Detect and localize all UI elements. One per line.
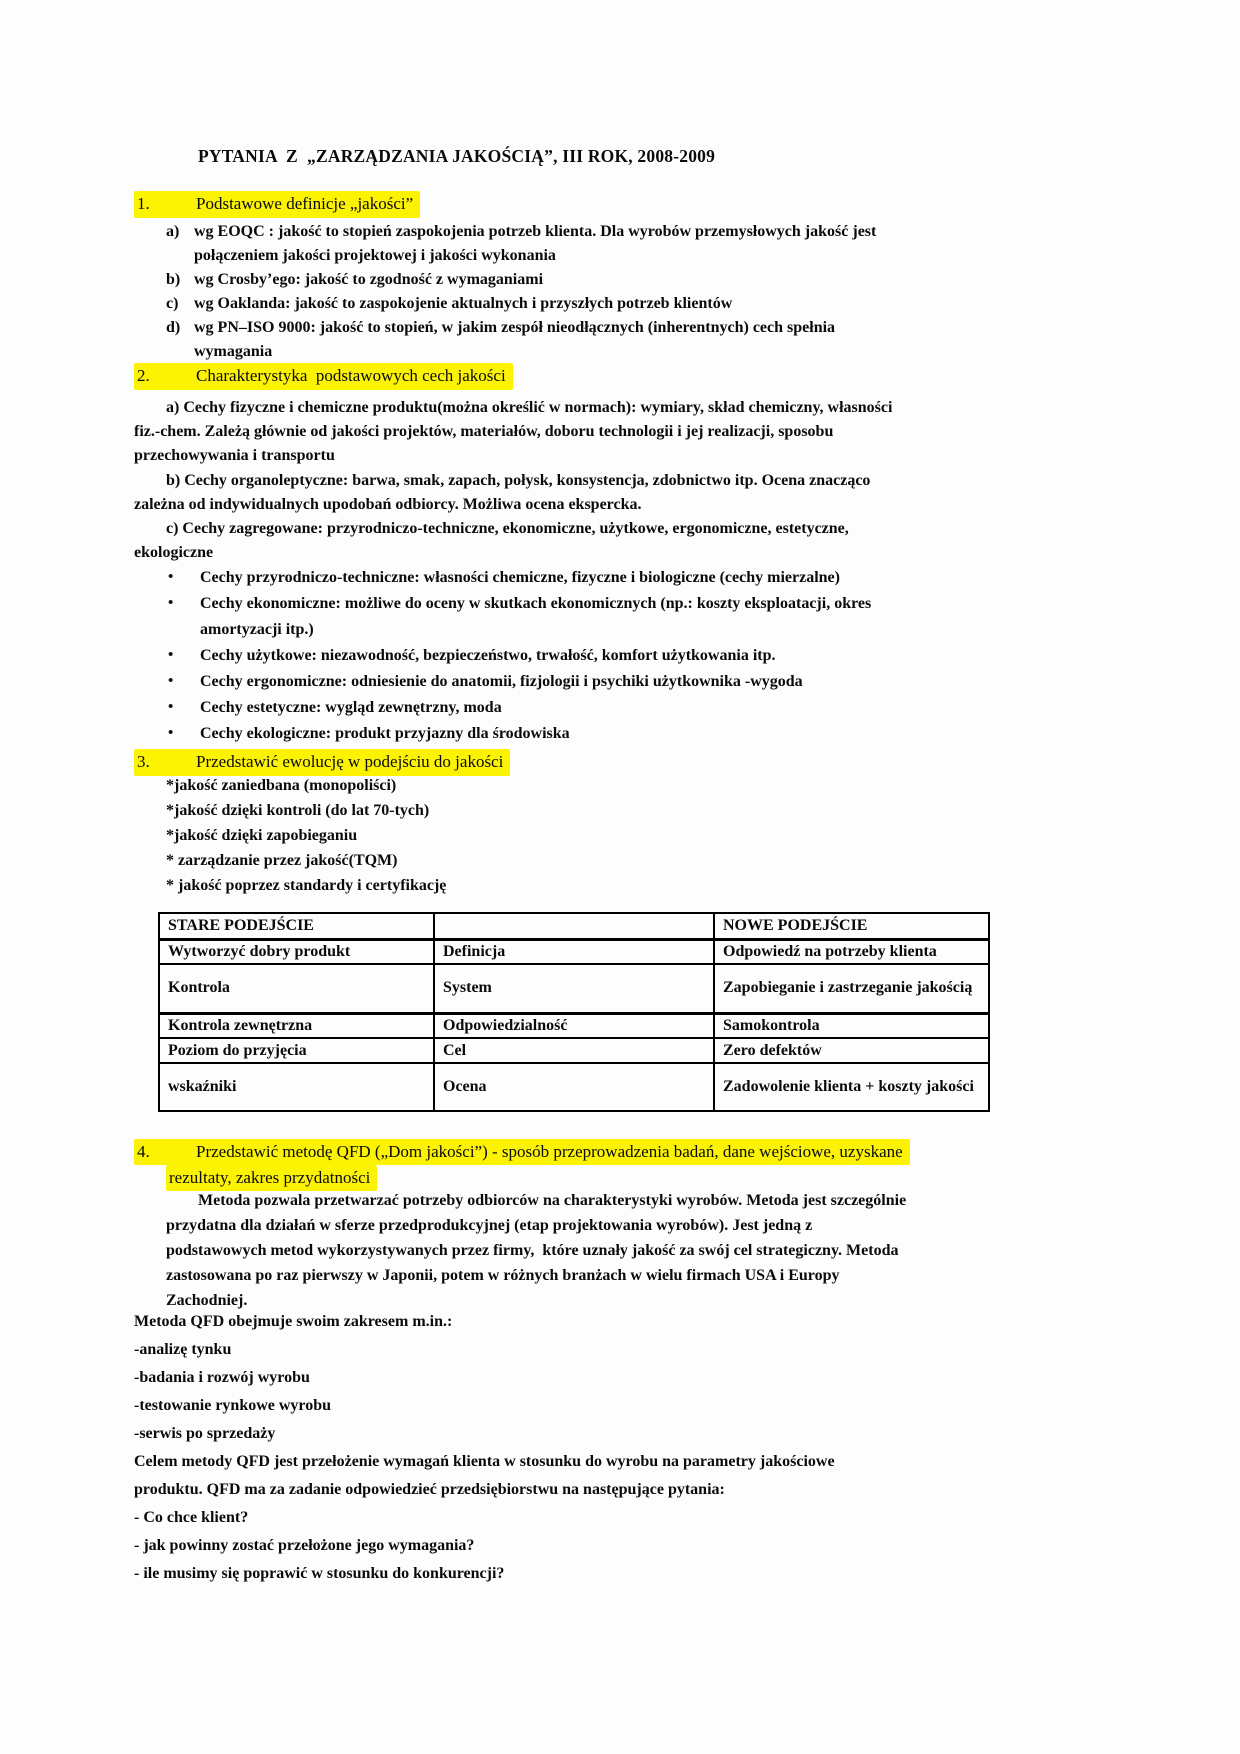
paragraph-line: fiz.-chem. Zależą głównie od jakości projektów, materiałów, doboru technologii i jej realizacji, sposobu	[134, 423, 834, 440]
list-marker: a)	[166, 223, 180, 240]
table-cell: Odpowiedzialność	[434, 1013, 714, 1038]
goal-paragraph-line: produktu. QFD ma za zadanie odpowiedzieć przedsiębiorstwu na następujące pytania:	[134, 1481, 725, 1498]
section4-heading-line1	[134, 1139, 1109, 1165]
section3-number: 3.	[137, 752, 150, 771]
scope-item: -testowanie rynkowe wyrobu	[134, 1397, 332, 1414]
bullet-line: Cechy ergonomiczne: odniesienie do anatomii, fizjologii i psychiki użytkownika -wygoda	[200, 673, 803, 690]
section2-highlight	[134, 363, 513, 390]
table-cell: Zero defektów	[714, 1038, 989, 1063]
section2-heading-text: Charakterystyka podstawowych cech jakości	[196, 366, 506, 385]
bullet-line: Cechy użytkowe: niezawodność, bezpieczeństwo, trwałość, komfort użytkowania itp.	[200, 647, 776, 664]
section2-heading	[134, 363, 1109, 390]
bullet-icon: •	[168, 725, 174, 741]
table-cell: Kontrola zewnętrzna	[159, 1013, 434, 1038]
table-cell: NOWE PODEJŚCIE	[714, 913, 989, 939]
bullet-icon: •	[168, 673, 174, 689]
section3-heading-text: Przedstawić ewolucję w podejściu do jakości	[196, 752, 504, 771]
paragraph-line: c) Cechy zagregowane: przyrodniczo-techniczne, ekonomiczne, użytkowe, ergonomiczne, estetyczne,	[166, 520, 849, 537]
scope-item: -serwis po sprzedaży	[134, 1425, 276, 1442]
section4-heading-text: rezultaty, zakres przydatności	[169, 1168, 371, 1187]
table-row	[159, 964, 989, 1013]
table-cell: Cel	[434, 1038, 714, 1063]
section2-number: 2.	[137, 366, 150, 385]
table-cell: wskaźniki	[159, 1063, 434, 1111]
table-cell: Ocena	[434, 1063, 714, 1111]
section4-heading	[134, 1139, 1109, 1191]
star-item: *jakość zaniedbana (monopoliści)	[166, 777, 397, 794]
section4-tail	[134, 1308, 1109, 1588]
section4-number: 4.	[137, 1142, 150, 1161]
paragraph-line: b) Cechy organoleptyczne: barwa, smak, zapach, połysk, konsystencja, zdobnictwo itp. Ocena znacząco	[166, 472, 871, 489]
list-item	[134, 292, 1109, 316]
table-cell: Zadowolenie klienta + koszty jakości	[714, 1063, 989, 1111]
table-row	[159, 1038, 989, 1063]
bullet-icon: •	[168, 647, 174, 663]
section1-number: 1.	[137, 194, 150, 213]
table-cell: Odpowiedź na potrzeby klienta	[714, 939, 989, 964]
star-item: * zarządzanie przez jakość(TQM)	[166, 852, 398, 869]
paragraph-line: Metoda pozwala przetwarzać potrzeby odbiorców na charakterystyki wyrobów. Metoda jest szczególnie	[198, 1192, 907, 1209]
section3-heading	[134, 749, 1109, 776]
section1-highlight	[134, 191, 420, 218]
section2-paragraph-c	[134, 517, 1109, 565]
bullet-line: Cechy estetyczne: wygląd zewnętrzny, moda	[200, 699, 502, 716]
star-item: *jakość dzięki kontroli (do lat 70-tych)	[166, 802, 430, 819]
paragraph-line: zastosowana po raz pierwszy w Japonii, potem w różnych branżach w wielu firmach USA i Europy	[166, 1267, 840, 1284]
table-cell: Samokontrola	[714, 1013, 989, 1038]
list-marker: d)	[166, 319, 181, 336]
bullet-line: Cechy ekologiczne: produkt przyjazny dla środowiska	[200, 725, 570, 742]
list-item-line: połączeniem jakości projektowej i jakości wykonania	[194, 247, 556, 264]
bullet-item	[134, 721, 1109, 747]
section4-intro-paragraph	[134, 1188, 1109, 1313]
list-item-line: wg Oaklanda: jakość to zaspokojenie aktualnych i przyszłych potrzeb klientów	[194, 295, 733, 312]
section2-paragraph-b	[134, 469, 1109, 517]
bullet-icon: •	[168, 699, 174, 715]
bullet-line: Cechy ekonomiczne: możliwe do oceny w skutkach ekonomicznych (np.: koszty eksploatacji, okres	[200, 595, 872, 612]
list-item-line: wg EOQC : jakość to stopień zaspokojenia potrzeb klienta. Dla wyrobów przemysłowych jakość jest	[194, 223, 877, 240]
bullet-line: Cechy przyrodniczo-techniczne: własności chemiczne, fizyczne i biologiczne (cechy mierzalne)	[200, 569, 840, 586]
bullet-item	[134, 591, 1109, 643]
bullet-icon: •	[168, 595, 174, 611]
paragraph-line: podstawowych metod wykorzystywanych przez firmy, które uznały jakość za swój cel strategiczny. Metoda	[166, 1242, 899, 1259]
comparison-table	[158, 912, 990, 1112]
bullet-item	[134, 565, 1109, 591]
question-item: - Co chce klient?	[134, 1509, 249, 1526]
comparison-table-wrap	[158, 912, 992, 1112]
question-item: - jak powinny zostać przełożone jego wymagania?	[134, 1537, 475, 1554]
table-cell: Poziom do przyjęcia	[159, 1038, 434, 1063]
list-item	[134, 220, 1109, 268]
table-cell: Zapobieganie i zastrzeganie jakością	[714, 964, 989, 1013]
paragraph-line: zależna od indywidualnych upodobań odbiorcy. Możliwa ocena ekspercka.	[134, 496, 642, 513]
list-marker: c)	[166, 295, 179, 312]
paragraph-line: przydatna dla działań w sferze przedprodukcyjnej (etap projektowania wyrobów). Jest jedną z	[166, 1217, 813, 1234]
star-item: * jakość poprzez standardy i certyfikację	[166, 877, 447, 894]
list-item	[134, 268, 1109, 292]
table-cell: Definicja	[434, 939, 714, 964]
section1-list	[134, 220, 1109, 364]
table-cell	[434, 913, 714, 939]
table-cell: Kontrola	[159, 964, 434, 1013]
list-item-line: wymagania	[194, 343, 273, 360]
section4-highlight	[134, 1139, 910, 1165]
goal-paragraph-line: Celem metody QFD jest przełożenie wymagań klienta w stosunku do wyrobu na parametry jakościowe	[134, 1453, 835, 1470]
table-row	[159, 1063, 989, 1111]
table-row	[159, 913, 989, 939]
page-title: PYTANIA Z „ZARZĄDZANIA JAKOŚCIĄ”, III ROK, 2008-2009	[198, 146, 716, 166]
table-cell: STARE PODEJŚCIE	[159, 913, 434, 939]
section1-heading-text: Podstawowe definicje „jakości”	[196, 194, 414, 213]
table-row	[159, 939, 989, 964]
paragraph-line: ekologiczne	[134, 544, 214, 561]
list-item-line: wg Crosby’ego: jakość to zgodność z wymaganiami	[194, 271, 544, 288]
question-item: - ile musimy się poprawić w stosunku do konkurencji?	[134, 1565, 505, 1582]
scope-intro: Metoda QFD obejmuje swoim zakresem m.in.:	[134, 1313, 453, 1330]
star-item: *jakość dzięki zapobieganiu	[166, 827, 358, 844]
paragraph-line: a) Cechy fizyczne i chemiczne produktu(można określić w normach): wymiary, skład chemiczny, własności	[166, 399, 893, 416]
table-cell: System	[434, 964, 714, 1013]
section4-heading-text: Przedstawić metodę QFD („Dom jakości”) - sposób przeprowadzenia badań, dane wejściowe, uzyskane	[196, 1142, 903, 1161]
paragraph-line: Zachodniej.	[166, 1292, 248, 1309]
paragraph-line: przechowywania i transportu	[134, 447, 335, 464]
list-marker: b)	[166, 271, 181, 288]
bullet-item	[134, 695, 1109, 721]
bullet-icon: •	[168, 569, 174, 585]
section1-heading	[134, 191, 1109, 218]
bullet-item	[134, 643, 1109, 669]
section3-star-list	[134, 773, 1109, 898]
list-item	[134, 316, 1109, 364]
section2-paragraph-a	[134, 396, 1109, 468]
section2-bullet-list	[134, 565, 1109, 747]
bullet-item	[134, 669, 1109, 695]
section3-highlight	[134, 749, 510, 776]
bullet-line: amortyzacji itp.)	[200, 621, 314, 638]
table-cell: Wytworzyć dobry produkt	[159, 939, 434, 964]
scope-item: -analizę tynku	[134, 1341, 232, 1358]
table-row	[159, 1013, 989, 1038]
list-item-line: wg PN–ISO 9000: jakość to stopień, w jakim zespół nieodłącznych (inherentnych) cech spełnia	[194, 319, 836, 336]
scope-item: -badania i rozwój wyrobu	[134, 1369, 310, 1386]
